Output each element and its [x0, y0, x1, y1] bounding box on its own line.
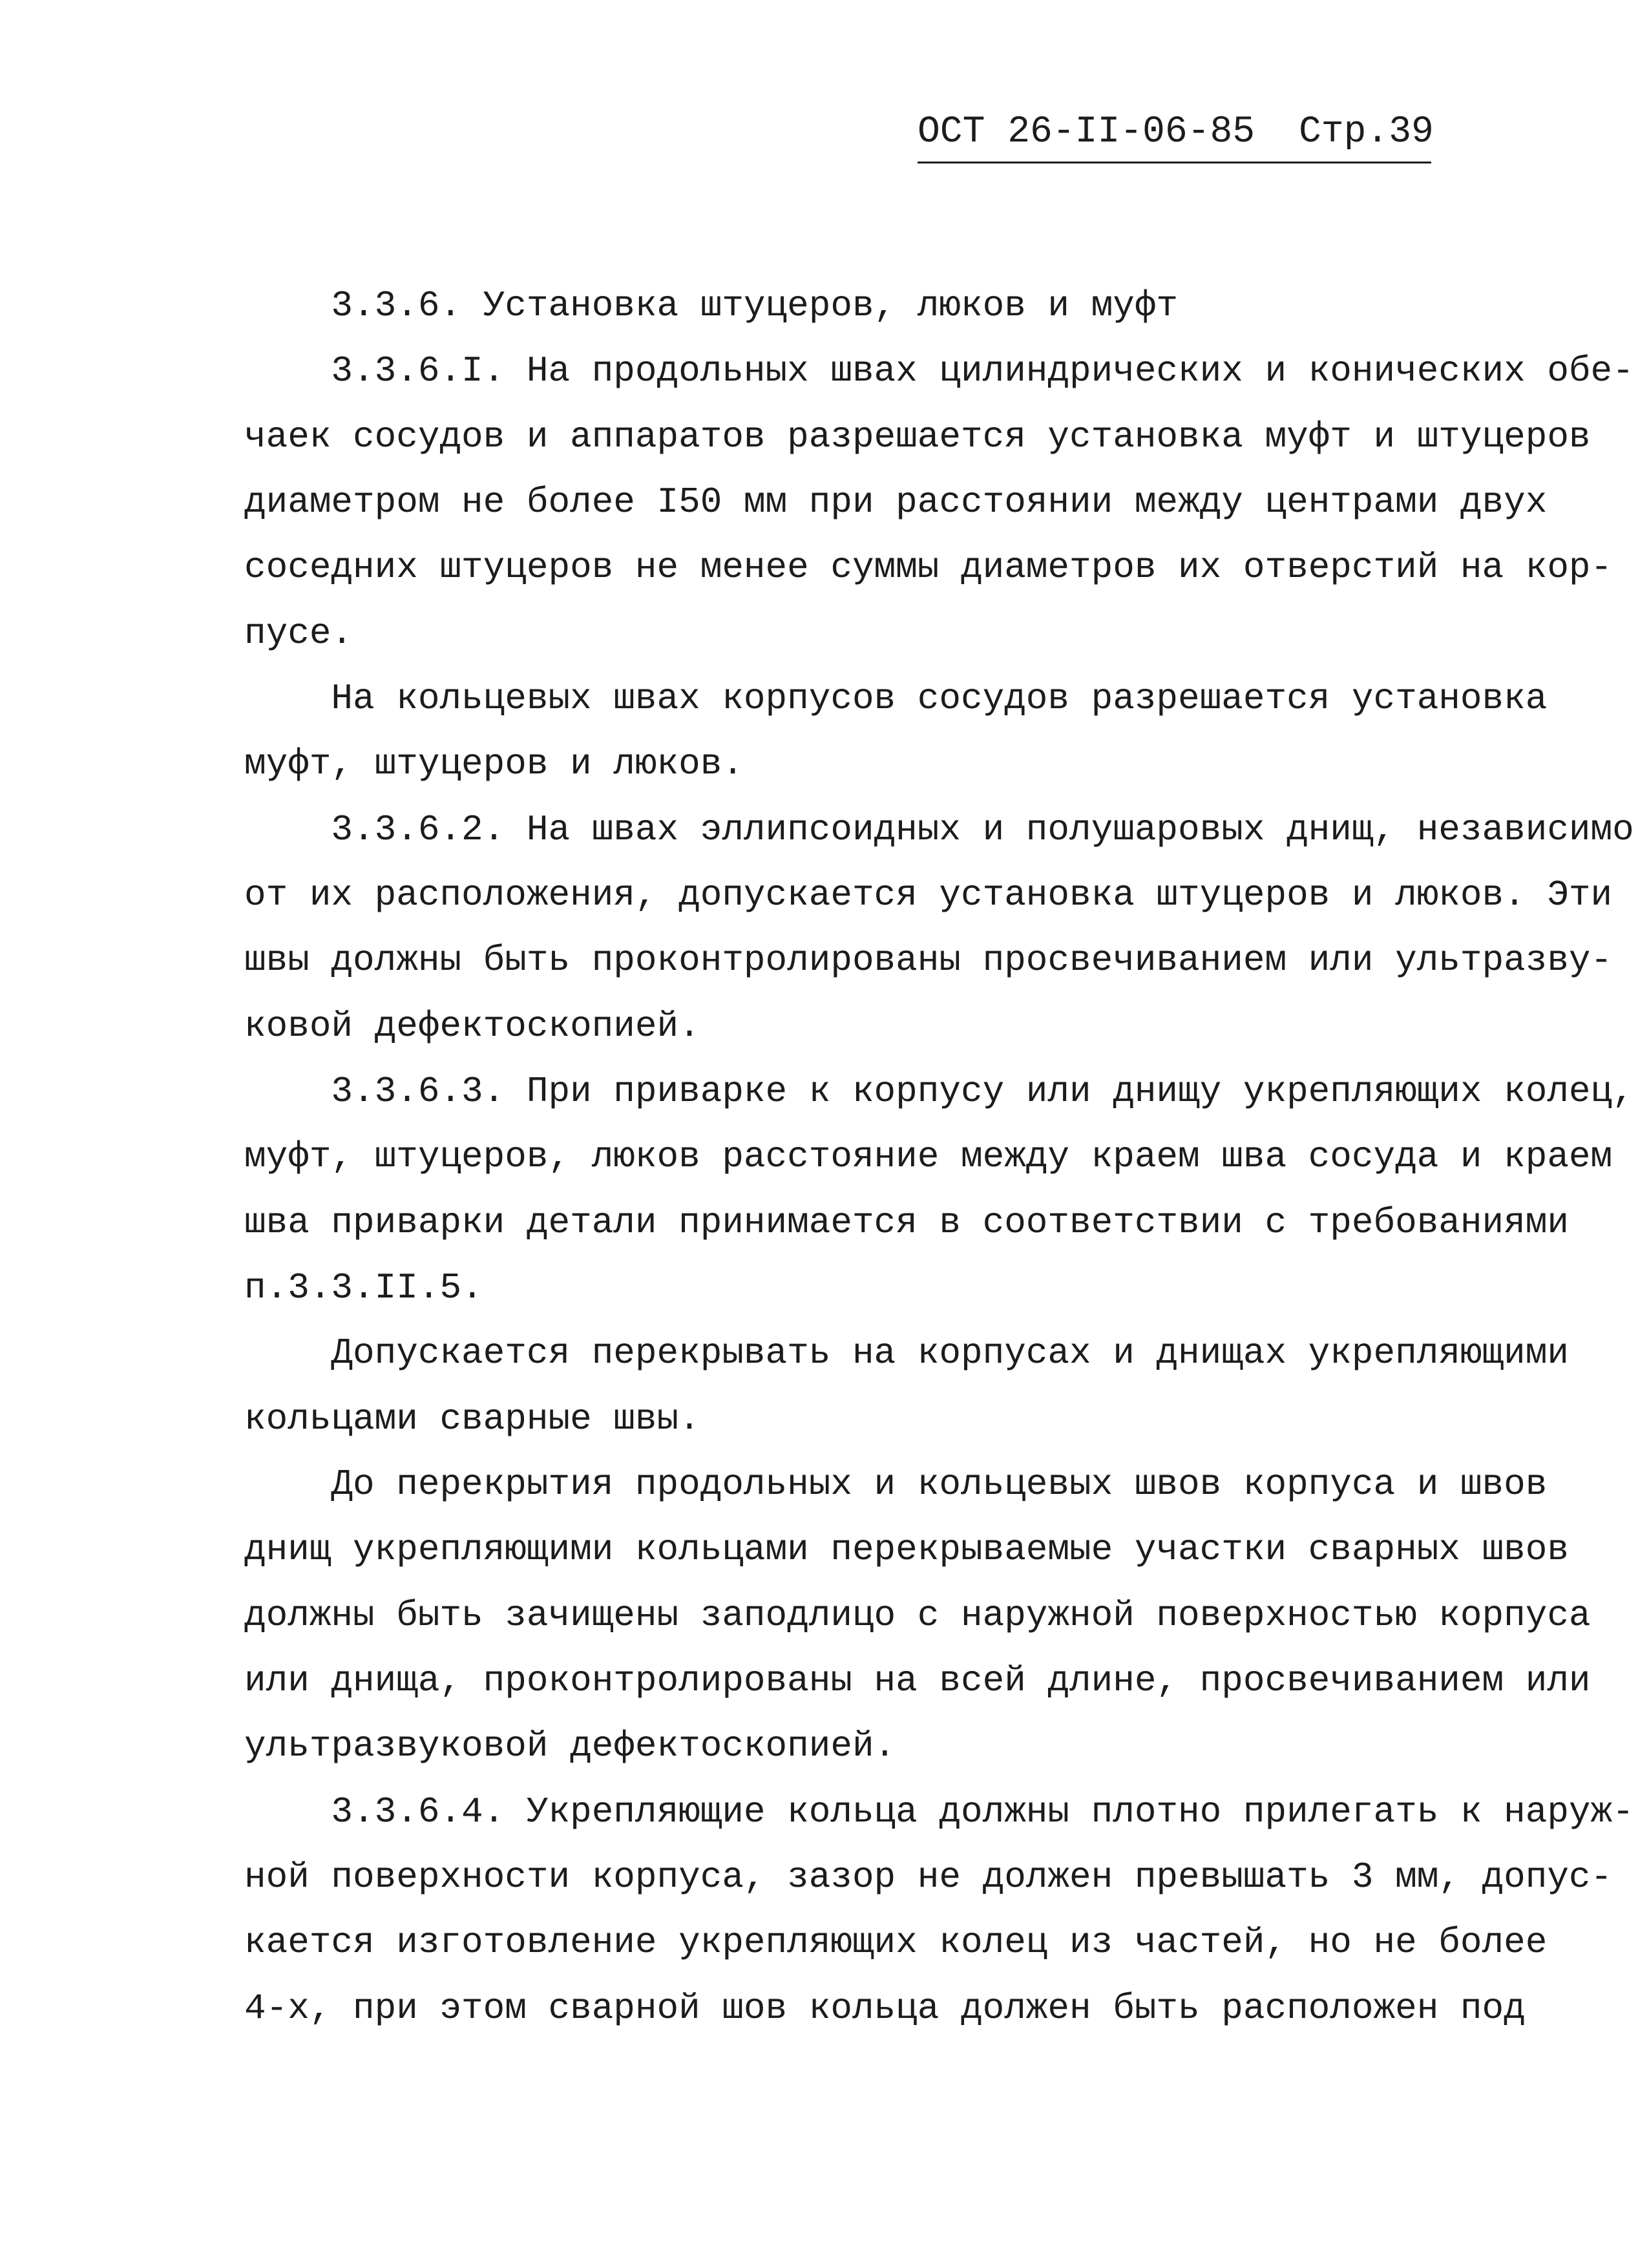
text-line: На кольцевых швах корпусов сосудов разрешается установка: [244, 678, 1548, 719]
text-line: или днища, проконтролированы на всей длине, просвечиванием или: [244, 1660, 1591, 1701]
text-line: муфт, штуцеров, люков расстояние между краем шва сосуда и краем: [244, 1136, 1613, 1177]
text-line: кольцами сварные швы.: [244, 1398, 700, 1440]
text-line: шва приварки детали принимается в соответствии с требованиями: [244, 1202, 1569, 1243]
document-number: ОСТ 26-II-06-85: [918, 111, 1255, 153]
text-line: швы должны быть проконтролированы просвечиванием или ультразву-: [244, 940, 1613, 981]
text-line: 3.3.6.I. На продольных швах цилиндрических и конических обе-: [244, 350, 1634, 392]
header-underline: [918, 162, 1431, 163]
text-line: ультразвуковой дефектоскопией.: [244, 1725, 896, 1767]
page-number: Стр.39: [1299, 111, 1434, 153]
text-line: кается изготовление укрепляющих колец из частей, но не более: [244, 1922, 1548, 1963]
text-line: соседних штуцеров не менее суммы диаметров их отверстий на кор-: [244, 547, 1613, 588]
text-line: муфт, штуцеров и люков.: [244, 743, 744, 784]
text-line: 3.3.6.4. Укрепляющие кольца должны плотно прилегать к наруж-: [244, 1791, 1634, 1832]
text-line: 3.3.6. Установка штуцеров, люков и муфт: [244, 285, 1179, 326]
text-line: чаек сосудов и аппаратов разрешается установка муфт и штуцеров: [244, 416, 1591, 457]
text-line: 3.3.6.2. На швах эллипсоидных и полушаровых днищ, независимо: [244, 809, 1634, 850]
text-line: от их расположения, допускается установка штуцеров и люков. Эти: [244, 874, 1613, 916]
text-line: пусе.: [244, 613, 353, 654]
text-line: диаметром не более I50 мм при расстоянии между центрами двух: [244, 481, 1548, 523]
text-line: 4-х, при этом сварной шов кольца должен быть расположен под: [244, 1988, 1526, 2029]
page-header: [918, 111, 1434, 169]
text-line: ной поверхности корпуса, зазор не должен превышать 3 мм, допус-: [244, 1856, 1613, 1898]
text-line: п.3.3.II.5.: [244, 1267, 483, 1308]
text-line: До перекрытия продольных и кольцевых швов корпуса и швов: [244, 1464, 1548, 1505]
text-line: ковой дефектоскопией.: [244, 1005, 700, 1047]
text-line: 3.3.6.3. При приварке к корпусу или днищу укрепляющих колец,: [244, 1071, 1634, 1112]
text-line: Допускается перекрывать на корпусах и днищах укрепляющими: [244, 1332, 1569, 1374]
text-line: должны быть зачищены заподлицо с наружной поверхностью корпуса: [244, 1595, 1591, 1636]
text-line: днищ укрепляющими кольцами перекрываемые участки сварных швов: [244, 1529, 1569, 1570]
